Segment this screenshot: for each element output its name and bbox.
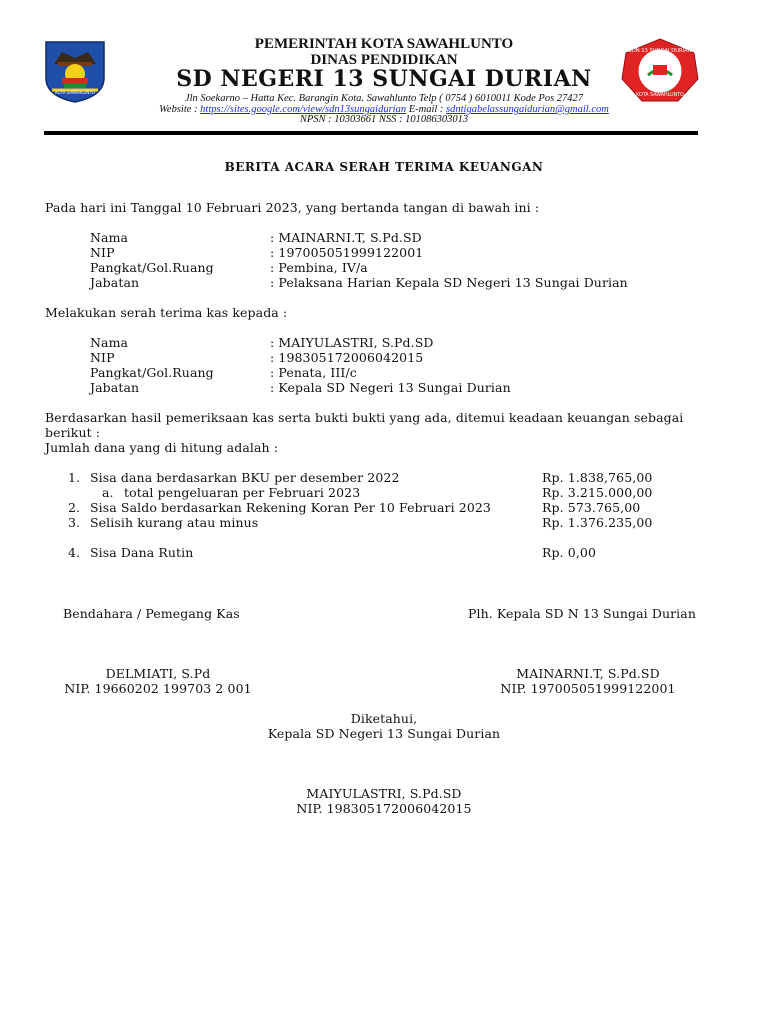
letterhead-divider (44, 131, 698, 135)
school-name: SD NEGERI 13 SUNGAI DURIAN (176, 66, 592, 92)
crest-label: KOTA SAWAHLUNTO (55, 90, 95, 95)
basis-line-2: berikut : (45, 425, 101, 440)
item-amount: Rp. 3.215.000,00 (542, 485, 653, 500)
left-signatory-nip: NIP. 19660202 199703 2 001 (64, 681, 252, 696)
party1-nip-label: NIP (90, 245, 115, 260)
party2-name-label: Nama (90, 335, 129, 350)
right-signatory-nip: NIP. 197005051999122001 (500, 681, 676, 696)
item-number: 4. (68, 545, 81, 560)
acknowledger-name: MAIYULASTRI, S.Pd.SD (306, 786, 462, 801)
party2-nip-label: NIP (90, 350, 115, 365)
website-link[interactable]: https://sites.google.com/view/sdn13sungaidurian (200, 104, 407, 115)
party1-rank-label: Pangkat/Gol.Ruang (90, 260, 214, 275)
npsn-line: NPSN : 10303661 NSS : 101086303013 (299, 114, 469, 125)
party1-name-label: Nama (90, 230, 129, 245)
item-number: a. (102, 485, 114, 500)
basis-line-1: Berdasarkan hasil pemeriksaan kas serta bukti bukti yang ada, ditemui keadaan keuangan sebagai (45, 410, 684, 425)
intro-text: Pada hari ini Tanggal 10 Februari 2023, yang bertanda tangan di bawah ini : (45, 200, 540, 215)
acknowledger-nip: NIP. 198305172006042015 (296, 801, 472, 816)
left-signatory-name: DELMIATI, S.Pd (105, 666, 211, 681)
email-link[interactable]: sdntigabelassungaidurian@gmail.com (446, 104, 609, 115)
item-text: Sisa Dana Rutin (90, 545, 194, 560)
website-label: Website : (159, 104, 201, 115)
acknowledged-label: Diketahui, (350, 711, 418, 726)
party1-position-value: : Pelaksana Harian Kepala SD Negeri 13 Sungai Durian (270, 275, 628, 290)
party2-name-value: : MAIYULASTRI, S.Pd.SD (270, 335, 434, 350)
item-number: 3. (68, 515, 81, 530)
left-signatory-role: Bendahara / Pemegang Kas (63, 606, 240, 621)
item-text: Sisa Saldo berdasarkan Rekening Koran Per 10 Februari 2023 (90, 500, 491, 515)
party1-nip-value: : 197005051999122001 (270, 245, 424, 260)
right-signatory-role: Plh. Kepala SD N 13 Sungai Durian (468, 606, 696, 621)
school-address: Jln Soekarno – Hatta Kec. Barangin Kota. Sawahlunto Telp ( 0754 ) 6010011 Kode Pos 27427 (184, 93, 584, 104)
government-line: PEMERINTAH KOTA SAWAHLUNTO (254, 36, 514, 52)
item-number: 1. (68, 470, 81, 485)
document-title: BERITA ACARA SERAH TERIMA KEUANGAN (224, 160, 544, 174)
count-line: Jumlah dana yang di hitung adalah : (45, 440, 279, 455)
handover-text: Melakukan serah terima kas kepada : (45, 305, 288, 320)
item-text: Sisa dana berdasarkan BKU per desember 2022 (90, 470, 400, 485)
party2-position-value: : Kepala SD Negeri 13 Sungai Durian (270, 380, 511, 395)
item-amount: Rp. 0,00 (542, 545, 596, 560)
party2-rank-value: : Penata, III/c (270, 365, 357, 380)
party1-position-label: Jabatan (90, 275, 140, 290)
item-text: total pengeluaran per Februari 2023 (124, 485, 361, 500)
item-text: Selisih kurang atau minus (90, 515, 259, 530)
item-amount: Rp. 573.765,00 (542, 500, 641, 515)
right-signatory-name: MAINARNI.T, S.Pd.SD (516, 666, 660, 681)
party2-rank-label: Pangkat/Gol.Ruang (90, 365, 214, 380)
party2-nip-value: : 198305172006042015 (270, 350, 424, 365)
item-number: 2. (68, 500, 81, 515)
school-logo-bottom-text: KOTA SAWAHLUNTO (636, 93, 684, 98)
school-logo-top-text: SDN 13 SUNGAI DURIAN (628, 48, 692, 54)
party2-position-label: Jabatan (90, 380, 140, 395)
email-label: E-mail : (406, 104, 447, 115)
acknowledger-role: Kepala SD Negeri 13 Sungai Durian (267, 726, 501, 741)
item-amount: Rp. 1.838,765,00 (542, 470, 653, 485)
party1-name-value: : MAINARNI.T, S.Pd.SD (270, 230, 422, 245)
department-line: DINAS PENDIDIKAN (310, 52, 458, 68)
item-amount: Rp. 1.376.235,00 (542, 515, 653, 530)
party1-rank-value: : Pembina, IV/a (270, 260, 368, 275)
